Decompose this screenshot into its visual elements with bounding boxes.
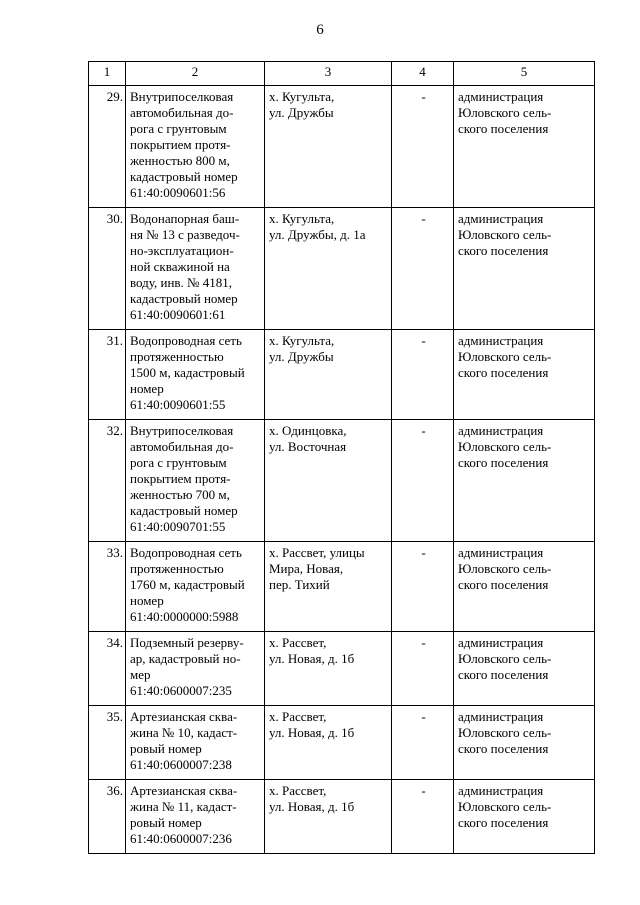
owner-line: ского поселения <box>458 741 549 756</box>
object-name-line: 61:40:0600007:238 <box>130 757 232 772</box>
object-name-line: но-эксплуатацион- <box>130 243 234 258</box>
address-line: х. Рассвет, улицы <box>269 545 365 560</box>
table-row <box>89 780 595 854</box>
owner-cell <box>454 632 595 706</box>
object-name-line: Внутрипоселковая <box>130 423 234 438</box>
object-name-line: покрытием протя- <box>130 137 231 152</box>
object-name-line: воду, инв. № 4181, <box>130 275 232 290</box>
column-4-cell: - <box>392 780 454 854</box>
owner-cell <box>454 420 595 542</box>
object-name-line: 61:40:0090601:56 <box>130 185 226 200</box>
address-cell <box>265 542 392 632</box>
address-line: х. Кугульта, <box>269 211 335 226</box>
column-4-cell: - <box>392 420 454 542</box>
object-name-line: Водонапорная баш- <box>130 211 240 226</box>
object-name-line: Водопроводная сеть <box>130 333 242 348</box>
object-name-line: женностью 800 м, <box>130 153 230 168</box>
object-name-line: ар, кадастровый но- <box>130 651 241 666</box>
column-4-cell: - <box>392 208 454 330</box>
object-name-line: жина № 11, кадаст- <box>130 799 237 814</box>
address-line: Мира, Новая, <box>269 561 344 576</box>
object-name-cell <box>126 542 265 632</box>
address-line: ул. Новая, д. 1б <box>269 651 355 666</box>
table-row <box>89 420 595 542</box>
column-4-cell: - <box>392 542 454 632</box>
owner-cell <box>454 86 595 208</box>
owner-cell <box>454 330 595 420</box>
row-number-cell: 36. <box>89 780 126 854</box>
address-line: ул. Новая, д. 1б <box>269 725 355 740</box>
object-name-line: 61:40:0090701:55 <box>130 519 226 534</box>
column-4-cell: - <box>392 330 454 420</box>
owner-line: администрация <box>458 333 544 348</box>
address-line: ул. Восточная <box>269 439 347 454</box>
object-name-line: мер <box>130 667 151 682</box>
address-cell <box>265 86 392 208</box>
address-line: ул. Новая, д. 1б <box>269 799 355 814</box>
object-name-line: кадастровый номер <box>130 169 238 184</box>
object-name-line: 61:40:0600007:236 <box>130 831 232 846</box>
address-line: х. Рассвет, <box>269 783 327 798</box>
owner-line: администрация <box>458 211 544 226</box>
object-name-line: 1500 м, кадастровый <box>130 365 245 380</box>
table-row <box>89 208 595 330</box>
table-row <box>89 632 595 706</box>
address-cell <box>265 420 392 542</box>
table-row <box>89 330 595 420</box>
owner-cell <box>454 542 595 632</box>
row-number-cell: 33. <box>89 542 126 632</box>
address-line: х. Кугульта, <box>269 333 335 348</box>
object-name-cell <box>126 632 265 706</box>
object-name-line: 61:40:0600007:235 <box>130 683 232 698</box>
row-number-cell: 32. <box>89 420 126 542</box>
object-name-line: Артезианская сква- <box>130 783 238 798</box>
address-line: х. Рассвет, <box>269 635 327 650</box>
object-name-line: Артезианская сква- <box>130 709 238 724</box>
address-cell <box>265 208 392 330</box>
row-number-cell: 35. <box>89 706 126 780</box>
address-line: ул. Дружбы <box>269 349 334 364</box>
object-name-line: 61:40:0090601:61 <box>130 307 226 322</box>
owner-line: администрация <box>458 783 544 798</box>
owner-line: Юловского сель- <box>458 439 552 454</box>
table-row <box>89 542 595 632</box>
object-name-line: протяженностью <box>130 561 224 576</box>
owner-line: администрация <box>458 89 544 104</box>
owner-line: ского поселения <box>458 243 549 258</box>
object-name-cell <box>126 208 265 330</box>
address-line: ул. Дружбы, д. 1а <box>269 227 366 242</box>
column-4-cell: - <box>392 86 454 208</box>
column-header-3: 3 <box>265 62 392 86</box>
property-table <box>88 61 595 854</box>
owner-line: администрация <box>458 709 544 724</box>
object-name-line: 61:40:0000000:5988 <box>130 609 239 624</box>
object-name-line: ня № 13 с разведоч- <box>130 227 240 242</box>
object-name-line: рога с грунтовым <box>130 121 227 136</box>
address-cell <box>265 780 392 854</box>
object-name-line: 1760 м, кадастровый <box>130 577 245 592</box>
owner-line: ского поселения <box>458 577 549 592</box>
object-name-cell <box>126 86 265 208</box>
owner-line: Юловского сель- <box>458 105 552 120</box>
row-number-cell: 31. <box>89 330 126 420</box>
column-4-cell: - <box>392 632 454 706</box>
address-line: ул. Дружбы <box>269 105 334 120</box>
column-4-cell: - <box>392 706 454 780</box>
table-body <box>89 86 595 854</box>
owner-line: ского поселения <box>458 365 549 380</box>
owner-cell <box>454 208 595 330</box>
object-name-cell <box>126 780 265 854</box>
owner-line: Юловского сель- <box>458 561 552 576</box>
address-cell <box>265 706 392 780</box>
column-header-5: 5 <box>454 62 595 86</box>
object-name-line: жина № 10, кадаст- <box>130 725 238 740</box>
owner-line: Юловского сель- <box>458 227 552 242</box>
object-name-line: кадастровый номер <box>130 503 238 518</box>
object-name-line: 61:40:0090601:55 <box>130 397 226 412</box>
owner-cell <box>454 780 595 854</box>
owner-line: ского поселения <box>458 455 549 470</box>
owner-line: Юловского сель- <box>458 349 552 364</box>
table-header-row <box>89 62 595 86</box>
object-name-line: Водопроводная сеть <box>130 545 242 560</box>
column-header-2: 2 <box>126 62 265 86</box>
object-name-line: ровый номер <box>130 741 202 756</box>
owner-cell <box>454 706 595 780</box>
column-header-4: 4 <box>392 62 454 86</box>
row-number-cell: 34. <box>89 632 126 706</box>
object-name-line: номер <box>130 381 164 396</box>
object-name-line: номер <box>130 593 164 608</box>
object-name-line: протяженностью <box>130 349 224 364</box>
owner-line: ского поселения <box>458 121 549 136</box>
object-name-line: покрытием протя- <box>130 471 231 486</box>
object-name-line: автомобильная до- <box>130 439 234 454</box>
object-name-line: женностью 700 м, <box>130 487 230 502</box>
owner-line: Юловского сель- <box>458 651 552 666</box>
object-name-line: рога с грунтовым <box>130 455 227 470</box>
object-name-cell <box>126 706 265 780</box>
owner-line: администрация <box>458 545 544 560</box>
object-name-cell <box>126 330 265 420</box>
object-name-line: ной скважиной на <box>130 259 230 274</box>
table-row <box>89 86 595 208</box>
row-number-cell: 30. <box>89 208 126 330</box>
owner-line: администрация <box>458 635 544 650</box>
address-line: пер. Тихий <box>269 577 330 592</box>
object-name-line: кадастровый номер <box>130 291 238 306</box>
address-cell <box>265 632 392 706</box>
row-number-cell: 29. <box>89 86 126 208</box>
table-row <box>89 706 595 780</box>
object-name-line: автомобильная до- <box>130 105 234 120</box>
owner-line: ского поселения <box>458 815 549 830</box>
address-cell <box>265 330 392 420</box>
address-line: х. Кугульта, <box>269 89 335 104</box>
owner-line: ского поселения <box>458 667 549 682</box>
object-name-line: Внутрипоселковая <box>130 89 234 104</box>
owner-line: Юловского сель- <box>458 725 552 740</box>
column-header-1: 1 <box>89 62 126 86</box>
owner-line: Юловского сель- <box>458 799 552 814</box>
object-name-line: ровый номер <box>130 815 202 830</box>
owner-line: администрация <box>458 423 544 438</box>
object-name-line: Подземный резерву- <box>130 635 244 650</box>
address-line: х. Рассвет, <box>269 709 327 724</box>
address-line: х. Одинцовка, <box>269 423 347 438</box>
page-number: 6 <box>316 22 324 38</box>
object-name-cell <box>126 420 265 542</box>
